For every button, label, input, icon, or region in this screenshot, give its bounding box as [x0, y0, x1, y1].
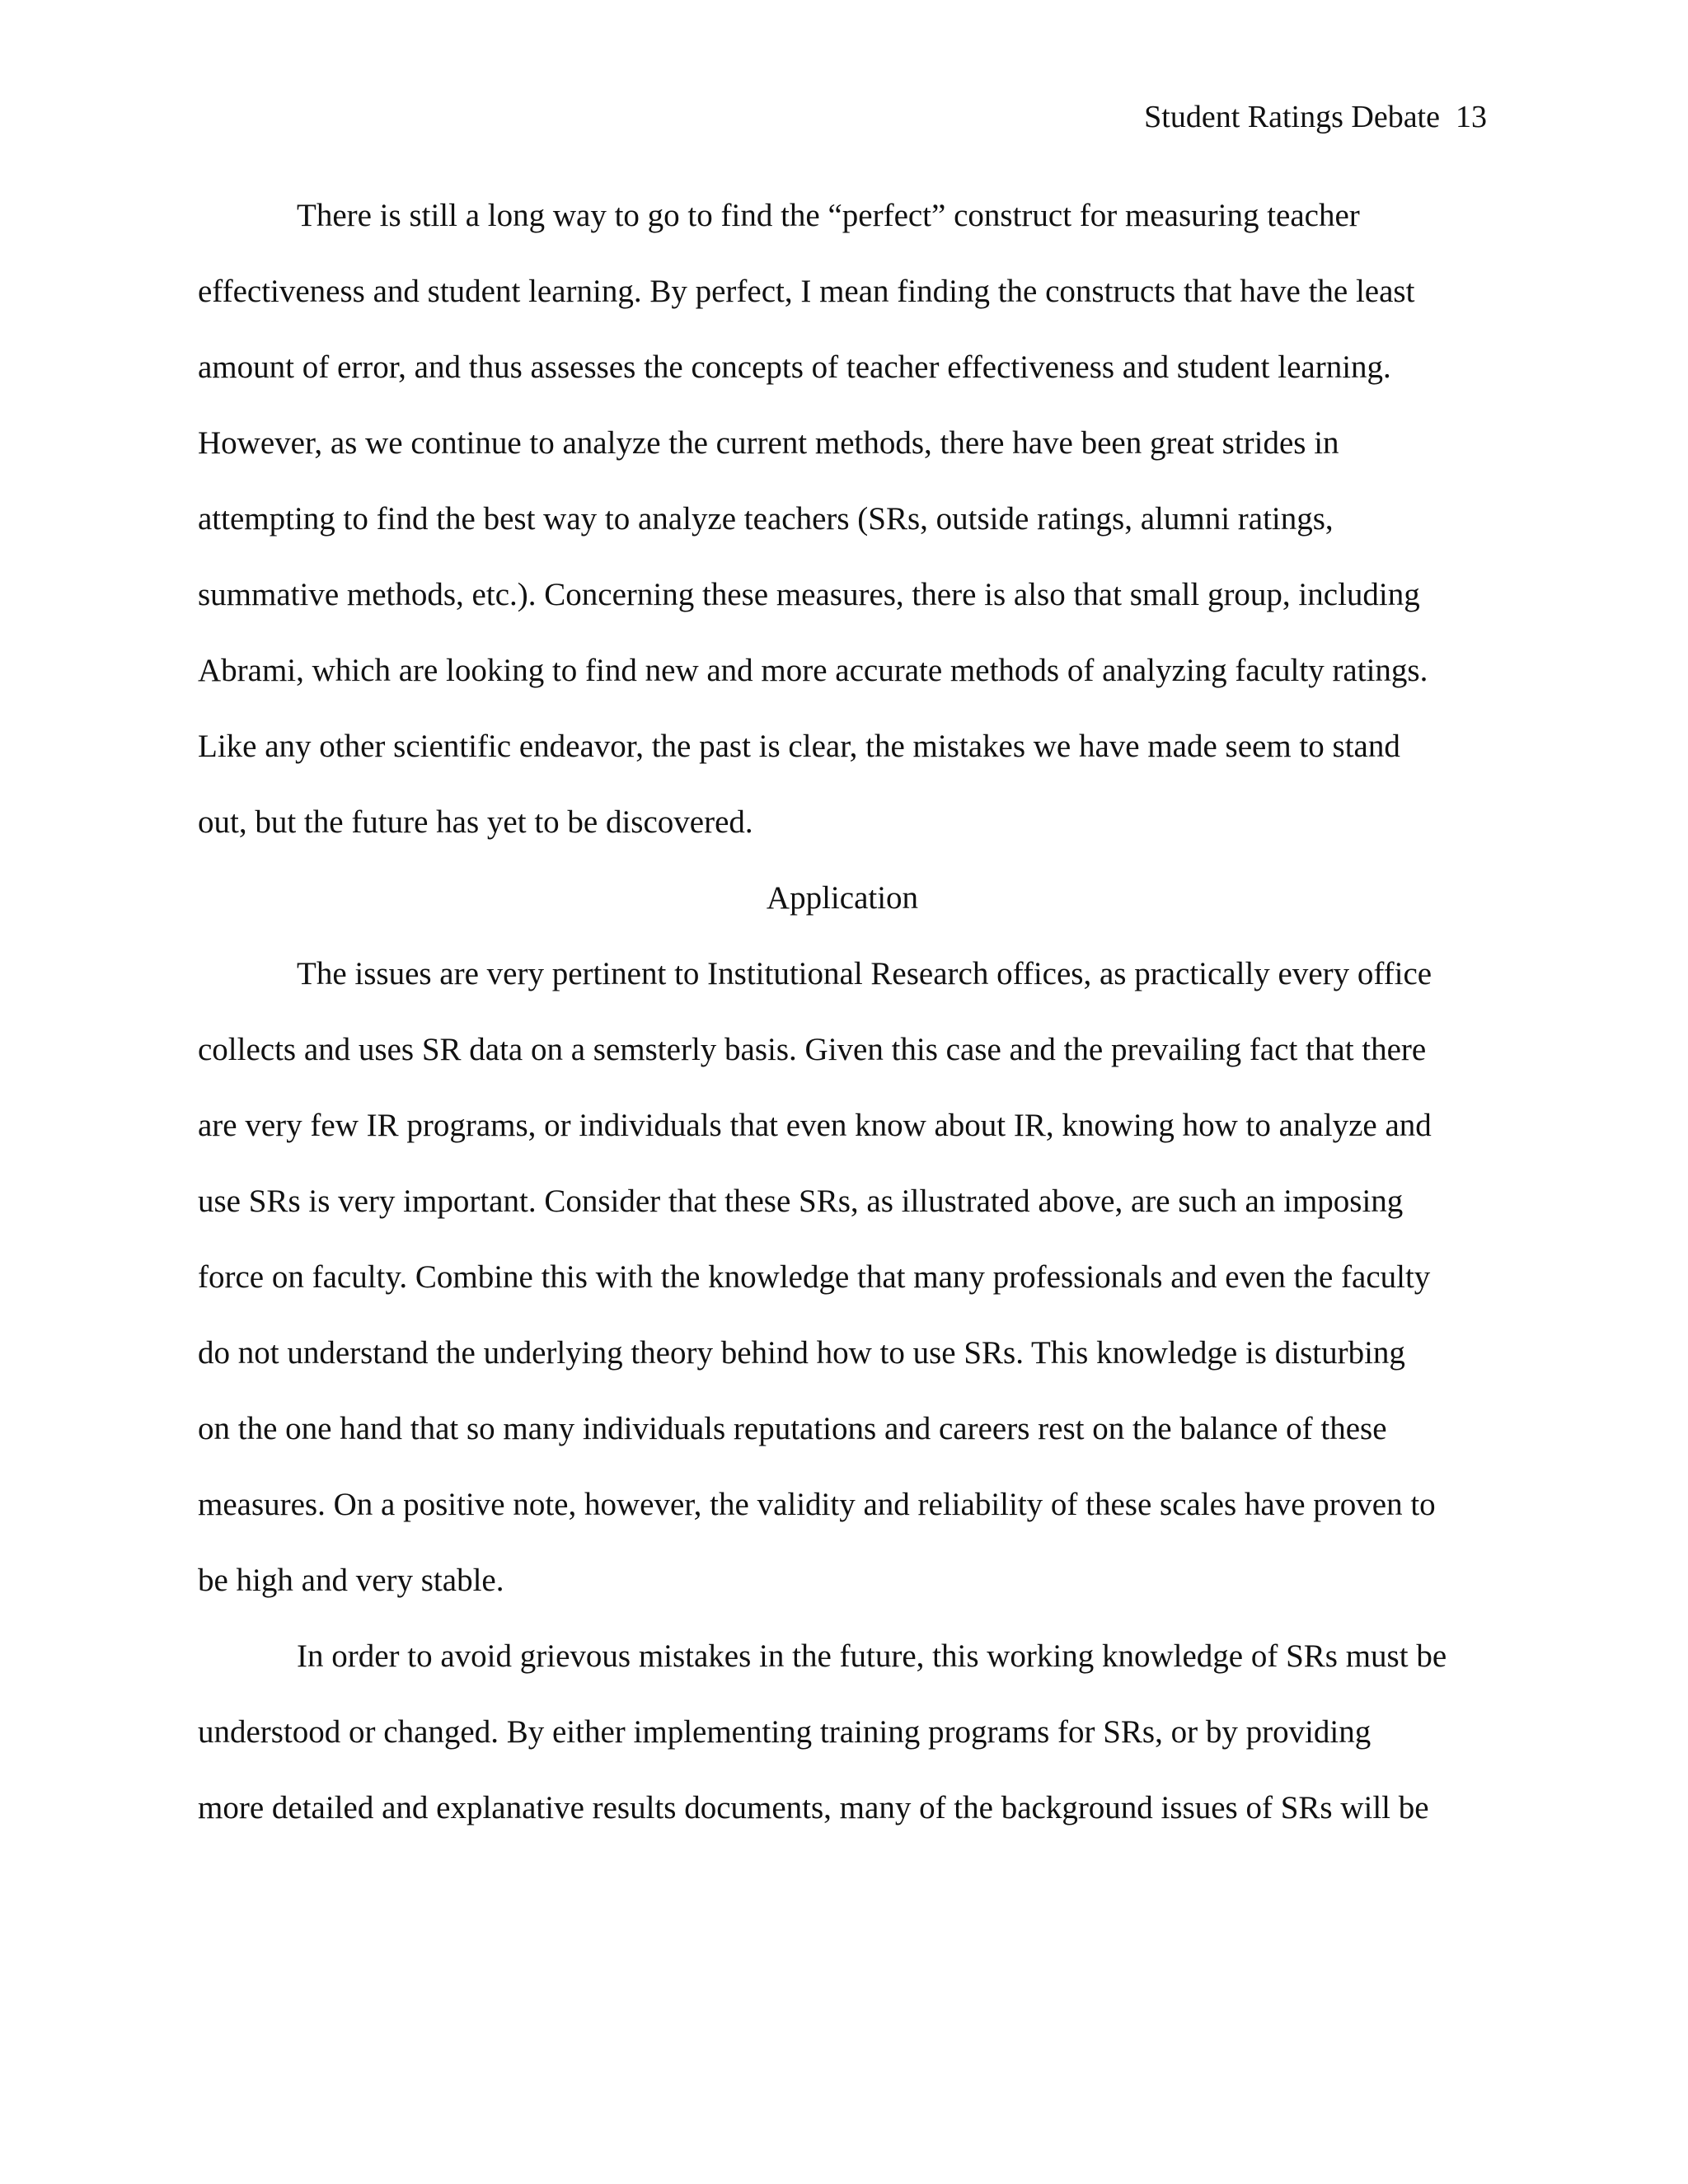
running-head-title: Student Ratings Debate: [1144, 100, 1440, 134]
text-line: force on faculty. Combine this with the knowledge that many professionals and even the faculty: [198, 1259, 1431, 1295]
text-line: on the one hand that so many individuals reputations and careers rest on the balance of these: [198, 1411, 1387, 1446]
text-line: Like any other scientific endeavor, the past is clear, the mistakes we have made seem to stand: [198, 729, 1400, 764]
text-line: do not understand the underlying theory behind how to use SRs. This knowledge is disturbing: [198, 1335, 1405, 1371]
running-head-gap: [1440, 100, 1456, 134]
running-head: [198, 97, 1487, 137]
text-line: use SRs is very important. Consider that these SRs, as illustrated above, are such an imposing: [198, 1183, 1404, 1219]
text-line: The issues are very pertinent to Institutional Research offices, as practically every office: [297, 956, 1432, 991]
text-line: In order to avoid grievous mistakes in the future, this working knowledge of SRs must be: [297, 1638, 1447, 1674]
text-line: amount of error, and thus assesses the concepts of teacher effectiveness and student learning.: [198, 349, 1391, 385]
text-line: summative methods, etc.). Concerning these measures, there is also that small group, including: [198, 577, 1420, 612]
text-line: measures. On a positive note, however, the validity and reliability of these scales have proven to: [198, 1487, 1436, 1522]
text-line: Abrami, which are looking to find new and more accurate methods of analyzing faculty ratings.: [198, 653, 1428, 688]
text-line: out, but the future has yet to be discovered.: [198, 804, 753, 840]
page-number: 13: [1456, 100, 1487, 134]
text-line: attempting to find the best way to analyze teachers (SRs, outside ratings, alumni ratings,: [198, 501, 1334, 537]
text-line: understood or changed. By either implementing training programs for SRs, or by providing: [198, 1714, 1372, 1750]
text-line: be high and very stable.: [198, 1563, 504, 1598]
text-line: However, as we continue to analyze the current methods, there have been great strides in: [198, 425, 1339, 461]
body-text: [198, 196, 1487, 1864]
text-line: There is still a long way to go to find the “perfect” construct for measuring teacher: [297, 198, 1360, 233]
text-line: are very few IR programs, or individuals that even know about IR, knowing how to analyze and: [198, 1108, 1432, 1143]
text-line: collects and uses SR data on a semsterly basis. Given this case and the prevailing fact that there: [198, 1032, 1427, 1067]
section-heading: Application: [766, 880, 919, 916]
text-line: effectiveness and student learning. By perfect, I mean finding the constructs that have the least: [198, 274, 1415, 309]
text-line: more detailed and explanative results documents, many of the background issues of SRs will be: [198, 1790, 1429, 1825]
